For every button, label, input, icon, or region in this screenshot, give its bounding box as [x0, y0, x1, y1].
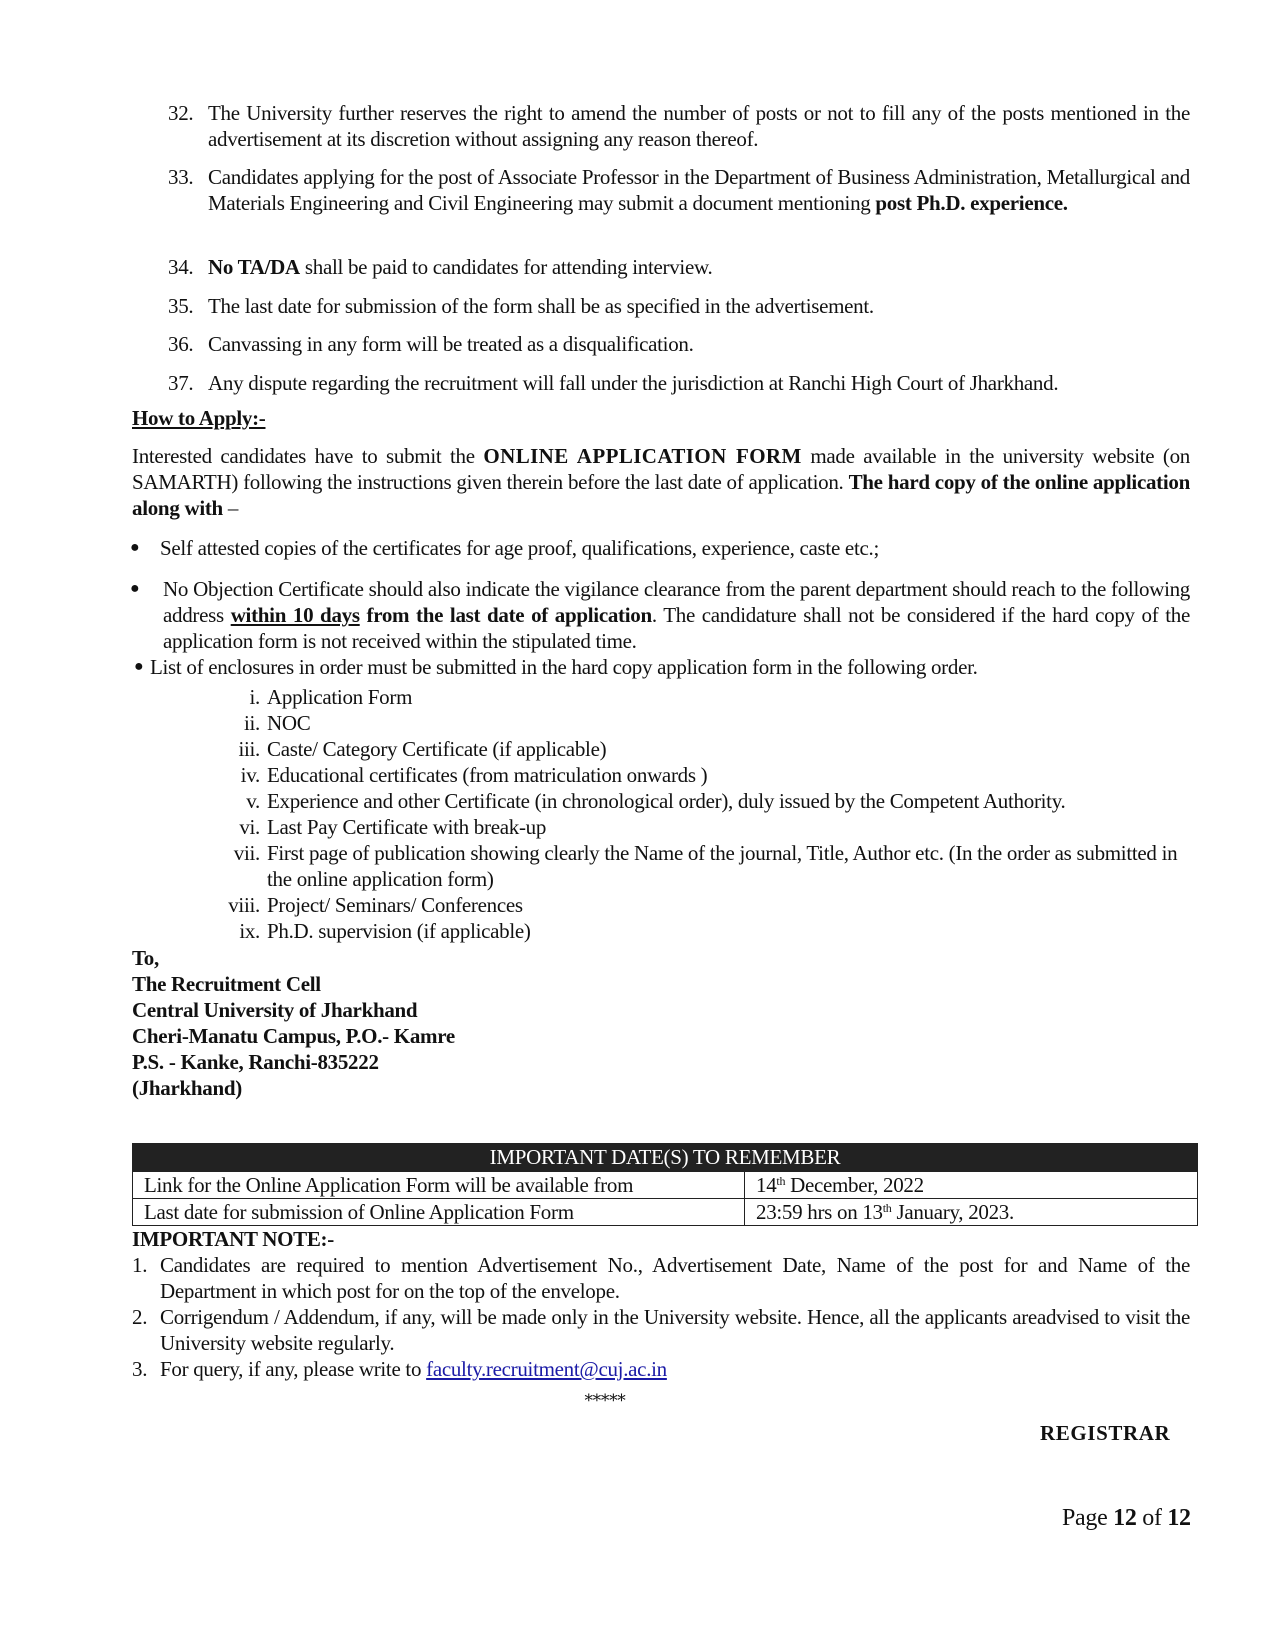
enclosure-item: ii. NOC — [243, 711, 311, 735]
email-link[interactable]: faculty.recruitment@cuj.ac.in — [426, 1357, 667, 1381]
how-to-apply-heading: How to Apply:- — [132, 406, 266, 430]
separator: ***** — [584, 1391, 626, 1411]
page-number: Page 12 of 12 — [1062, 1505, 1191, 1531]
list-item-34 — [168, 254, 1190, 280]
deadline-emphasis: within 10 days — [230, 603, 360, 627]
signatory: REGISTRAR — [1040, 1421, 1171, 1445]
enclosure-item: iii. Caste/ Category Certificate (if applicable) — [238, 737, 607, 761]
item-text: The University further reserves the right to amend the number of posts or not to fill any of the posts mentioned in the advertisement at its discretion without assigning any reason thereof. — [208, 101, 1190, 151]
table-row — [133, 1172, 1198, 1199]
item-number: 36. — [168, 332, 194, 356]
date-label: Link for the Online Application Form will be available from — [133, 1172, 745, 1199]
list-item-36 — [168, 331, 1190, 357]
item-text: Canvassing in any form will be treated as a disqualification. — [208, 332, 694, 356]
date-value: 14th December, 2022 — [745, 1172, 1198, 1199]
emphasis: No TA/DA — [208, 255, 300, 279]
item-text: No TA/DA shall be paid to candidates for attending interview. — [208, 255, 713, 279]
table-row — [133, 1199, 1198, 1226]
list-item-35 — [168, 293, 1190, 319]
enclosure-item: viii. Project/ Seminars/ Conferences — [228, 893, 523, 917]
list-item-33 — [168, 164, 1190, 216]
bullet-item-enclosures: ● List of enclosures in order must be submitted in the hard copy application form in the following order. — [134, 655, 978, 679]
emphasis: post Ph.D. experience. — [875, 191, 1068, 215]
table-header: IMPORTANT DATE(S) TO REMEMBER — [133, 1144, 1198, 1172]
enclosure-item: v. Experience and other Certificate (in chronological order), duly issued by the Competent Authority. — [246, 789, 1066, 813]
note-item: 1. Candidates are required to mention Advertisement No., Advertisement Date, Name of the post for and Name of the Department in which post for on the top of the envelope. — [132, 1253, 1190, 1303]
bullet-item-self-attested: ● Self attested copies of the certificates for age proof, qualifications, experience, caste etc.; — [130, 536, 879, 560]
list-item-32 — [168, 100, 1190, 152]
note-item: 2. Corrigendum / Addendum, if any, will be made only in the University website. Hence, all the applicants areadvised to visit the University website regularly. — [132, 1305, 1190, 1355]
important-dates-table — [132, 1143, 1198, 1226]
item-text: Any dispute regarding the recruitment will fall under the jurisdiction at Ranchi High Court of Jharkhand. — [208, 371, 1059, 395]
important-note-list — [132, 1252, 1190, 1382]
enclosure-item: iv. Educational certificates (from matriculation onwards ) — [240, 763, 708, 787]
item-number: 37. — [168, 371, 194, 395]
note-item: 3. For query, if any, please write to faculty.recruitment@cuj.ac.in — [132, 1357, 667, 1381]
enclosure-item: ix. Ph.D. supervision (if applicable) — [239, 919, 531, 943]
enclosure-item: i. Application Form — [249, 685, 413, 709]
date-value: 23:59 hrs on 13th January, 2023. — [745, 1199, 1198, 1226]
how-to-apply-intro: Interested candidates have to submit the ONLINE APPLICATION FORM made available in the university website (on SAMARTH) following the instructions given therein before the last date of application. The hard copy of the online application along with – — [132, 444, 1190, 520]
item-number: 35. — [168, 294, 194, 318]
list-item-37 — [168, 370, 1190, 396]
enclosure-item: vi. Last Pay Certificate with break-up — [239, 815, 547, 839]
item-number: 34. — [168, 255, 194, 279]
bullet-icon: ● — [134, 658, 144, 675]
date-label: Last date for submission of Online Application Form — [133, 1199, 745, 1226]
enclosure-item: vii. First page of publication showing clearly the Name of the journal, Title, Author etc. (In the order as submitted in the online application form) — [233, 841, 1178, 891]
item-number: 33. — [168, 165, 194, 189]
item-number: 32. — [168, 101, 194, 125]
bullet-icon: ● — [130, 580, 140, 597]
address-block: To, The Recruitment Cell Central University of Jharkhand Cheri-Manatu Campus, P.O.- Kamre P.S. - Kanke, Ranchi-835222 (Jharkhand) — [132, 946, 455, 1100]
item-text: The last date for submission of the form shall be as specified in the advertisement. — [208, 294, 874, 318]
important-note-heading: IMPORTANT NOTE:- — [132, 1227, 334, 1251]
item-text: Candidates applying for the post of Associate Professor in the Department of Business Administration, Metallurgical and Materials Engineering and Civil Engineering may submit a document mentioning post Ph.D. experience. — [208, 165, 1190, 215]
bullet-item-noc: ● No Objection Certificate should also indicate the vigilance clearance from the parent department should reach to the following address within 10 days from the last date of application. The candidature shall not be considered if the hard copy of the application form is not received within the stipulated time. — [130, 577, 1190, 653]
bullet-icon: ● — [130, 539, 140, 556]
